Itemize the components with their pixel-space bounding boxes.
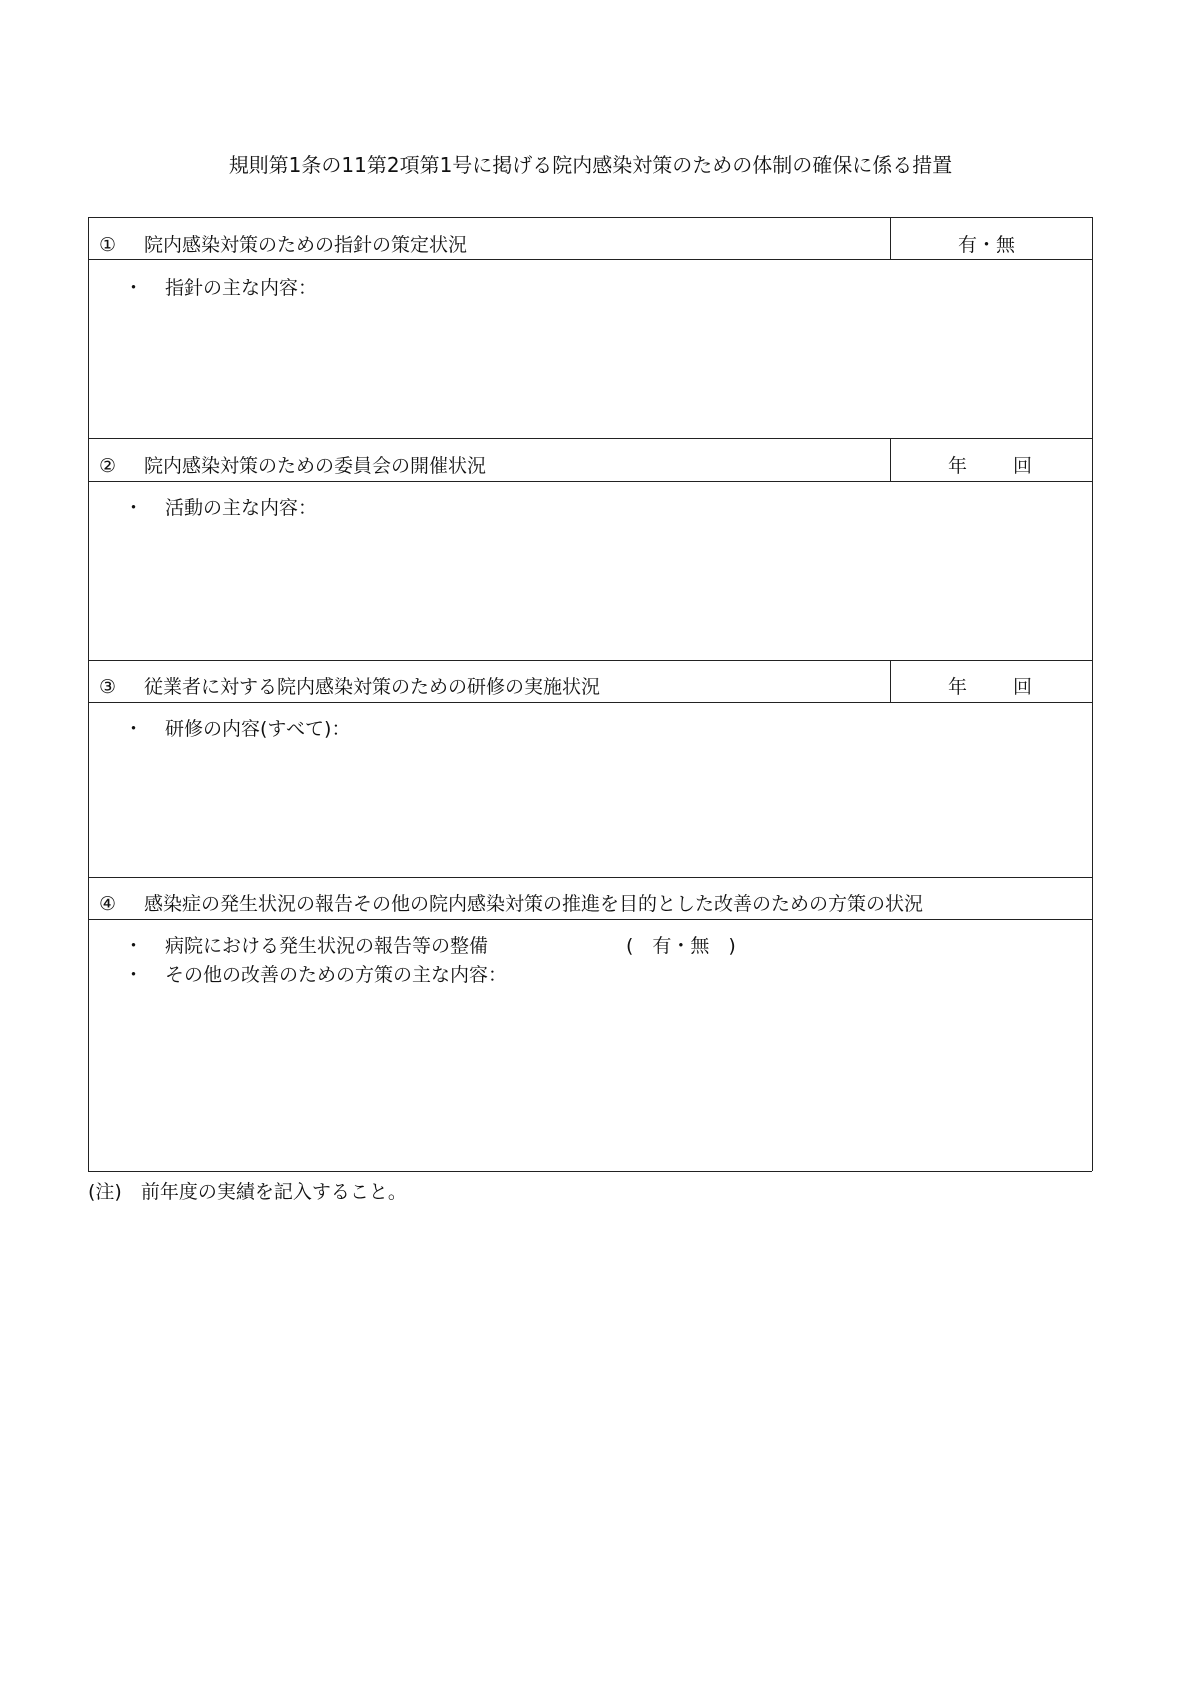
bullet: ・ [124,935,144,957]
bullet-text: 病院における発生状況の報告等の整備 [165,935,489,957]
bullet-text: 指針の主な内容： [165,277,318,299]
section-number: ① [99,234,117,256]
count-label: 回 [1013,455,1033,477]
section-label: 院内感染対策のための委員会の開催状況 [144,455,487,477]
count-label: 回 [1013,676,1033,698]
yes-no-field[interactable]: 有・無 [958,234,1016,256]
year-label: 年 [948,455,968,477]
section-label: 感染症の発生状況の報告その他の院内感染対策の推進を目的とした改善のための方策の状況 [144,893,924,915]
bullet: ・ [124,277,144,299]
bullet-text: その他の改善のための方策の主な内容： [165,964,508,986]
bullet-text: 活動の主な内容： [165,497,318,519]
section-label: 従業者に対する院内感染対策のための研修の実施状況 [144,676,601,698]
bullet: ・ [124,718,144,740]
section-label: 院内感染対策のための指針の策定状況 [144,234,468,256]
bullet-text: 研修の内容(すべて)： [165,718,351,740]
note: (注) 前年度の実績を記入すること。 [88,1181,407,1203]
bullet: ・ [124,964,144,986]
year-label: 年 [948,676,968,698]
yes-no-field[interactable]: ( 有・無 ) [626,935,736,957]
bullet: ・ [124,497,144,519]
section-number: ④ [99,893,117,915]
section-number: ② [99,455,117,477]
section-number: ③ [99,676,117,698]
page-title: 規則第1条の11第2項第1号に掲げる院内感染対策のための体制の確保に係る措置 [228,153,953,177]
